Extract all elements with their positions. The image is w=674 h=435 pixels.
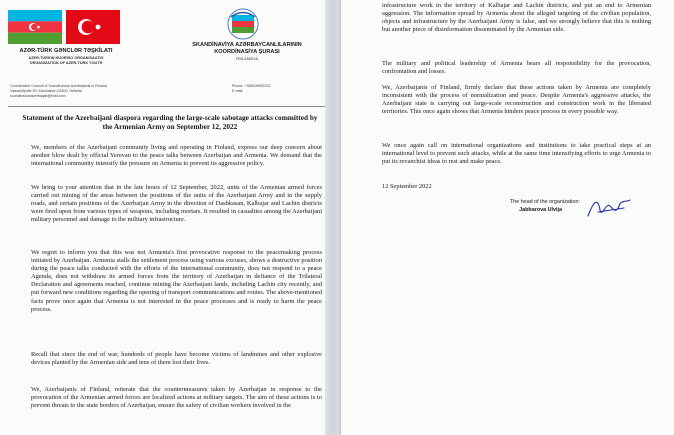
contact-phone-block (232, 84, 322, 94)
contact-line-org: Coordination Council of Scandinavian Azerbaijanis in Finland (10, 84, 107, 88)
page-gap (325, 0, 341, 435)
signatory-name: Jabbarova Ulvija (519, 207, 562, 213)
handwritten-signature (584, 196, 634, 222)
paragraph-7: The military and political leadership of Armenia bears all responsibility for the provocation, confrontation and losses. (382, 60, 651, 76)
left-org-subtitle (6, 56, 126, 65)
contact-phone: Phone: +358409992332 (232, 84, 271, 88)
header-divider (8, 106, 326, 107)
left-org-subtitle-line2: ORGANIZATION OF AZER-TURK YOUTH (29, 60, 103, 65)
paragraph-1: We, members of the Azerbaijani community living and operating in Finland, express our deep concern about another blow dealt by official Yerevan to the peace talks between Azerbaijan and Armenia. We demand that the international community intensify the pressure on Armenia to prevent its aggressive policy. (31, 144, 322, 168)
right-org-subtitle: FİNLANDİYA (235, 57, 259, 61)
paragraph-2: We bring to your attention that in the late hours of 12 September, 2022, units of the Armenian armed forces carried out mining of the areas between the positions of the units of the Azerbaijani Army and in the supply roads, and certain positions of the Azerbaijan Army in the direction of Dashkasan, Kalbajar and Lachin districts were fired upon from various types of weapons, including mortars. It resulted in casualties among the Azerbaijani military personnel and damage to the military infrastructure. (31, 184, 322, 224)
signature-block (440, 198, 580, 214)
contact-address (10, 84, 200, 99)
right-org-name-line2: KOORDİNASİYA ŞURASI (214, 48, 280, 55)
contact-line-email: scandinavianazerbaijan@mail.com (10, 93, 66, 98)
left-org-subtitle-line1: AZER-TURKIN NUORISO ORGANISAATIO (28, 56, 104, 60)
contact-line-address: Vaaraniityntie 30, Kauniainen 02400, Helsinki (10, 88, 83, 93)
right-org-name (178, 42, 316, 56)
paragraph-6: infrastructure work in the territory of Kalbajar and Lachin districts, and put an end to Armenian aggression. The information spread by Armenia about the alleged targeting of the civilian population, objects and infrastructure by the Azerbaijani Army is false, and we strongly believe that this is nothing but another piece of disinformation disseminated by the Armenian side. (382, 2, 651, 34)
paragraph-9: We once again call on international organizations and institutions to take practical steps at an international level to prevent such attacks, while at the same time intensifying efforts to urge Armenia to put its revanchist ideas to rest and make peace. (382, 142, 651, 166)
paragraph-3: We regret to inform you that this was not Armenia's first provocative response to the peacemaking process initiated by Azerbaijan. Armenia stalls the settlement process using various excuses, shows a destructive position during the peace talks conducted with the efforts of the international community, does not respond to a peace Agenda, does not withdraw its armed forces from the territory of Azerbaijan in defiance of the Trilateral Declaration and agreements reached, continue mining the Azerbaijani lands, including Lachin city recently, and put forward new conditions regarding the opening of transport communications and routes. The above-mentioned facts prove once again that Armenia is not interested in the peace processes and is ready to harm the peace process. (31, 249, 322, 313)
paragraph-5: We, Azerbaijanis of Finland, reiterate that the countermeasures taken by Azerbaijan in response to the provocation of the Armenian armed forces are localized actions at military targets. The aim of these actions is to prevent threats to the state borders of Azerbaijan, ensure the safety of civilian workers involved in the (31, 386, 322, 410)
statement-title: Statement of the Azerbaijani diaspora regarding the large-scale sabotage attacks committed by the Armenian Army on September 12, 2022 (22, 113, 318, 132)
statement-date: 12 September 2022 (382, 183, 432, 190)
paragraph-4: Recall that since the end of war, hundreds of people have become victims of landmines and other explosive devices planted by the Armenian side and tens of them lost their lives. (31, 351, 322, 367)
paragraph-8: We, Azerbaijanis of Finland, firmly declare that these actions taken by Armenia are completely inconsistent with the process of normalization and peace. Despite Armenia's aggressive attacks, the Azerbaijani state is carrying out large-scale reconstruction and construction work in the liberated territories. This once again shows that Armenia hinders peace process in every possible way. (382, 84, 651, 116)
contact-email-label: E-mail: (232, 88, 244, 93)
document-page-left (0, 0, 334, 435)
right-org-name-line1: SKANDİNAVİYA AZƏRBAYCANLILARININ (192, 42, 302, 48)
azerbaijan-flag-icon (8, 10, 62, 44)
left-org-name: AZƏR-TÜRK GƏNCLƏR TƏŞKİLATI (19, 48, 113, 54)
turkey-flag-icon (66, 10, 120, 44)
signoff-label: The head of the organization: (509, 199, 580, 205)
council-emblem-icon (226, 8, 260, 40)
